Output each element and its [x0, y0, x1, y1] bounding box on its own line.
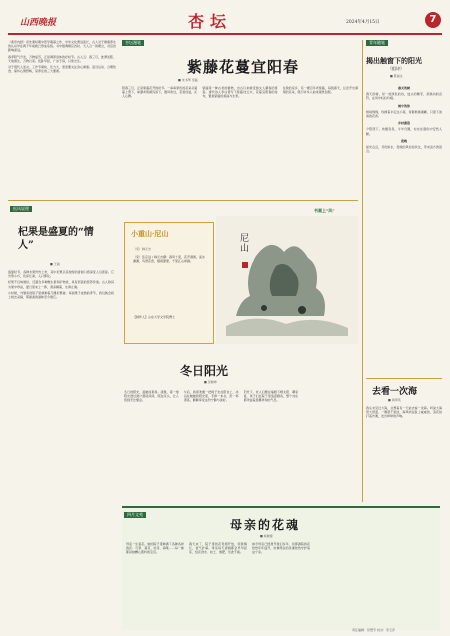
winter-paragraph: 阳光下，老人们聚在墙根下晒太阳、聊家常，孩子们在院子里追逐嬉戏，整个村庄都洋溢着温馨祥和的气息。 — [243, 390, 299, 403]
poem-heading: 雨中的你 — [397, 103, 410, 108]
footer-info: 责任编辑：彭慧芳 校对：李玉萍 — [352, 628, 395, 632]
red-seal-icon — [242, 262, 248, 268]
mountain-painting-svg — [216, 216, 358, 344]
page-number — [425, 12, 441, 28]
poem-lines: 星光点点，月色如水，夜晚的风轻轻吹过，带来远方的思念。 — [366, 145, 442, 154]
right-subtitle: （组诗） — [388, 66, 404, 71]
right-divider-2 — [366, 378, 442, 379]
poem-heading: 乡村黄昏 — [397, 121, 410, 126]
left-paragraph: 春季阳气升发，万物复苏，正是调养身体的好时节。古人云：春三月，此谓发陈，天地俱生，万物以荣。夜卧早起，广步于庭，以使志生。 — [8, 54, 116, 63]
right-section-label: 青年随笔 — [366, 40, 388, 46]
mother-paragraph: 春天来了，院子里的花竞相开放，姹紫嫣红，香气扑鼻。母亲每天清晨都会早早起床，给花浇水、松土、施肥，乐此不疲。 — [189, 542, 247, 555]
winter-paragraph: 冬日的阳光，温暖而柔和。清晨，第一缕阳光透过窗户洒进房间，照在床头，让人感到无比惬意。 — [124, 390, 179, 403]
section-title: 杏坛 — [188, 12, 233, 31]
mother-title: 母亲的花魂 — [230, 518, 301, 532]
masthead — [8, 5, 444, 35]
poem-lines: 夕阳西下，炊烟袅袅，牛羊归圈，村庄在暮色中安然入睡。 — [366, 127, 442, 136]
winter-author: ■ 吴晓坤 — [204, 380, 217, 384]
wisteria-paragraph: 紫藤是一种古老的植物，自古以来就受到文人墨客的喜爱。唐代诗人李白曾写下紫藤挂云木，花蔓宜阳春的诗句，赞美紫藤的美丽与生机。 — [202, 86, 278, 99]
poem-author: （宋）韩元吉 — [133, 247, 152, 251]
painting-label: 书画上“风” — [314, 208, 335, 213]
painting-side-title: 小重山·尼山 — [131, 229, 169, 238]
left-paragraph: 对于现代人而言，工作节奏快、压力大，更需要关注身心健康。适当运动、合理饮食、保持心情舒畅，是养生的三大要素。 — [8, 65, 116, 74]
horizontal-divider — [8, 200, 358, 201]
mother-body — [126, 542, 436, 626]
poem-list — [366, 84, 442, 374]
poem-lines: 春天的树，是一首绿色的诗，枝头的嫩芽，是跳动的音符，在风中轻轻吟唱。 — [366, 92, 442, 101]
mother-paragraph: 如今母亲已经离开我们多年，但那满院的花依然年年盛开，仿佛母亲的灵魂依然守护着这个家。 — [252, 542, 310, 555]
mother-author: ■ 杨晓蕾 — [260, 534, 273, 538]
fruit-author: ■ 王淑 — [50, 262, 60, 266]
left-paragraph: 《黄帝内经》是先秦时期中医学奠基之作，中华文化源远流长，古人对于健康养生的认识早在两千年前就已形成系统。书中强调顺应四时、天人合一的理念，对后世影响深远。 — [8, 40, 116, 53]
winter-paragraph: 午后，我喜欢搬一把椅子坐在阳台上，沐浴在暖暖的阳光里，手捧一本书，泡一杯清茶，静静享受这份宁静与美好。 — [183, 390, 239, 403]
calligraphy-title: 尼山 — [240, 234, 250, 254]
fruit-body — [8, 270, 114, 630]
winter-body — [124, 390, 358, 500]
painting-sidebox — [124, 222, 214, 344]
left-article — [8, 40, 116, 200]
poem-lines: 细雨绵绵，你撑着伞走过小巷，背影渐渐模糊，只留下淡淡的花香。 — [366, 109, 442, 119]
issue-date: 2024年4月15日 — [346, 20, 380, 25]
masthead-rule — [8, 33, 442, 35]
wisteria-body — [122, 86, 358, 196]
sea-body: 我从未见过大海，总想着有一天能去看一次海。听说大海很大很蓝，一眼望不到边，海风吹在脸上咸咸的，浪花拍打着沙滩，发出哗哗的声响。 — [366, 406, 442, 419]
newspaper-logo: 山西晚报 — [20, 18, 57, 28]
page-number-text: 7 — [429, 14, 437, 25]
wisteria-paragraph: 阳春三月，正是紫藤花开的时节。一串串紫色的花朵从藤蔓上垂下，如瀑布般倾泻而下，微风吹过，花香四溢，沁人心脾。 — [122, 86, 198, 99]
wisteria-author: ■ 朱书琴 吴磊 — [178, 78, 198, 82]
poem-text: （宋）张宗远 / 韩元吉撰：春风十里，花开满园，溪水潺潺，鸟语花香，烟雨蒙蒙，千里江山如画。 — [133, 255, 205, 264]
fruit-title: 杞果是盛夏的“情人” — [18, 227, 94, 251]
right-author: ■ 陈丽生 — [390, 74, 403, 78]
sea-author: ■ 胡翠英 — [388, 398, 401, 402]
poem-heading: 春天的树 — [397, 86, 410, 90]
fruit-paragraph: 盛夏时节，各种水果纷纷上市，其中杞果以其独特的香甜口感深受人们喜爱。它外形小巧，色泽红润，入口即化。 — [8, 270, 114, 279]
fruit-paragraph: 小时候，外婆家的院子里就种着几棵杞果树。每到果子成熟的季节，我们就会爬上树去采摘，那甜美的滋味至今难忘。 — [8, 290, 114, 300]
wisteria-paragraph: 在我的家乡，有一棵百年老紫藤，每到春天，总会开出满架的花朵，吸引许多人前来观赏拍照。 — [282, 86, 358, 95]
landscape-painting — [216, 216, 358, 344]
mother-section-label: 四月文苑 — [124, 512, 146, 518]
painting-caption: 【制作人】山东大学文学院博士 — [133, 315, 176, 319]
right-column-divider — [362, 40, 363, 502]
mother-paragraph: 母亲一生爱花。她的院子里种满了各种各样的花：月季、菊花、牡丹、海棠……每一株都是她精心照料的宝贝。 — [126, 542, 184, 555]
right-title: 揭出触窗下的阳光 — [366, 56, 422, 65]
winter-title: 冬日阳光 — [180, 364, 229, 378]
fruit-section-label: 松风说理 — [10, 206, 32, 212]
wisteria-section-label: 杏坛漫笔 — [122, 40, 144, 46]
poem-heading: 夜晚 — [400, 138, 407, 143]
fruit-paragraph: 杞果不仅味道好，还富含多种维生素和矿物质，具有很高的营养价值。古人称其为果中珍品，夏日里来上一捧，清凉解暑，生津止渴。 — [8, 280, 114, 289]
mother-article-box — [122, 506, 440, 630]
wisteria-title: 紫藤花蔓宜阳春 — [186, 58, 299, 76]
sea-title: 去看一次海 — [372, 387, 418, 397]
